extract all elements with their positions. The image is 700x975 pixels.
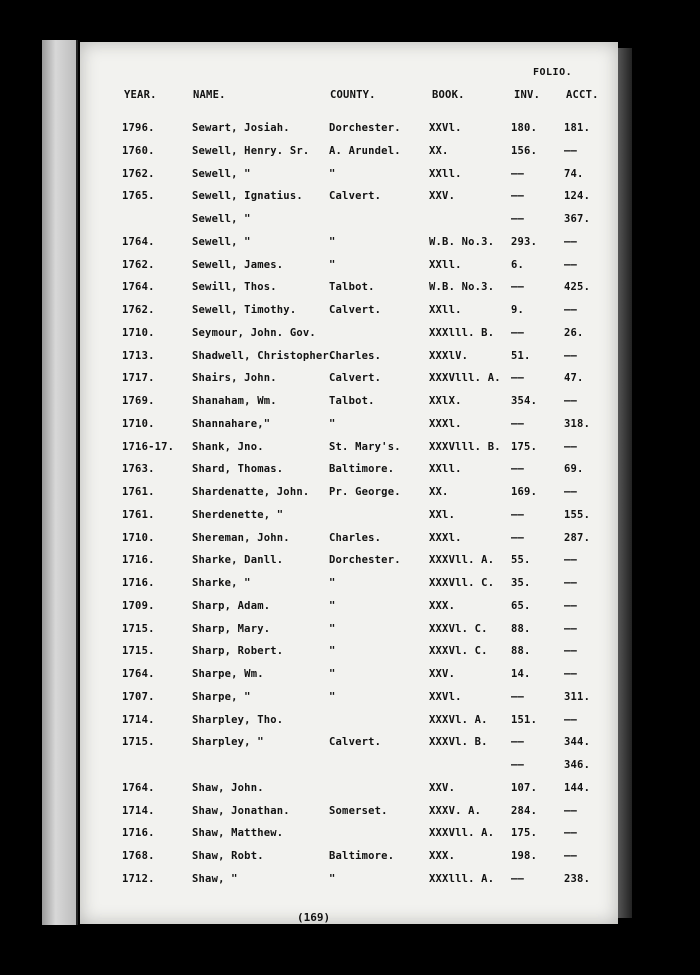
cell-county: Charles. — [329, 532, 382, 544]
cell-acct: 238. — [564, 873, 591, 885]
table-row — [0, 327, 700, 349]
cell-acct: —— — [564, 145, 578, 157]
cell-book: XXXVll. A. — [429, 554, 495, 566]
table-row — [0, 350, 700, 372]
cell-book: XXV. — [429, 782, 456, 794]
table-row — [0, 850, 700, 872]
cell-acct: 26. — [564, 327, 584, 339]
table-row — [0, 873, 700, 895]
table-row — [0, 213, 700, 235]
cell-book: XXXl. — [429, 418, 462, 430]
cell-year: 1764. — [122, 668, 155, 680]
cell-inv: —— — [511, 213, 525, 225]
cell-book: XXXVlll. A. — [429, 372, 501, 384]
table-row — [0, 714, 700, 736]
table-row — [0, 623, 700, 645]
table-row — [0, 782, 700, 804]
cell-acct: 287. — [564, 532, 591, 544]
cell-book: XXXVlll. B. — [429, 441, 501, 453]
cell-year: 1716-17. — [122, 441, 175, 453]
cell-name: Shaw, " — [192, 873, 238, 885]
cell-year: 1714. — [122, 805, 155, 817]
cell-county: " — [329, 691, 336, 703]
table-row — [0, 304, 700, 326]
cell-year: 1715. — [122, 645, 155, 657]
table-row — [0, 395, 700, 417]
cell-name: Seymour, John. Gov. — [192, 327, 316, 339]
cell-book: XXX. — [429, 850, 456, 862]
cell-year: 1714. — [122, 714, 155, 726]
cell-inv: —— — [511, 168, 525, 180]
cell-year: 1710. — [122, 327, 155, 339]
cell-name: Sewell, " — [192, 236, 251, 248]
table-row — [0, 668, 700, 690]
table-row — [0, 600, 700, 622]
cell-acct: 69. — [564, 463, 584, 475]
cell-name: Shank, Jno. — [192, 441, 264, 453]
cell-name: Shadwell, Christopher. — [192, 350, 336, 362]
cell-county: " — [329, 873, 336, 885]
cell-book: XXXl. — [429, 532, 462, 544]
cell-inv: 88. — [511, 623, 531, 635]
cell-acct: 344. — [564, 736, 591, 748]
cell-name: Sherdenette, " — [192, 509, 284, 521]
cell-inv: 88. — [511, 645, 531, 657]
cell-name: Sewell, Ignatius. — [192, 190, 303, 202]
cell-acct: 425. — [564, 281, 591, 293]
page-number: (169) — [297, 911, 331, 924]
cell-year: 1762. — [122, 259, 155, 271]
cell-name: Shardenatte, John. — [192, 486, 310, 498]
cell-book: XXll. — [429, 259, 462, 271]
cell-year: 1716. — [122, 827, 155, 839]
cell-name: Shaw, John. — [192, 782, 264, 794]
cell-book: XXV. — [429, 190, 456, 202]
cell-county: St. Mary's. — [329, 441, 401, 453]
table-row — [0, 805, 700, 827]
table-row — [0, 372, 700, 394]
cell-name: Sewell, James. — [192, 259, 284, 271]
cell-year: 1796. — [122, 122, 155, 134]
cell-year: 1765. — [122, 190, 155, 202]
cell-acct: —— — [564, 350, 578, 362]
cell-inv: —— — [511, 532, 525, 544]
cell-name: Sewart, Josiah. — [192, 122, 290, 134]
cell-county: A. Arundel. — [329, 145, 401, 157]
cell-name: Sewell, " — [192, 168, 251, 180]
cell-inv: —— — [511, 873, 525, 885]
cell-county: Calvert. — [329, 372, 382, 384]
cell-county: Charles. — [329, 350, 382, 362]
header-county: COUNTY. — [330, 89, 376, 101]
cell-name: Shard, Thomas. — [192, 463, 284, 475]
cell-year: 1709. — [122, 600, 155, 612]
cell-name: Shaw, Jonathan. — [192, 805, 290, 817]
cell-county: " — [329, 645, 336, 657]
table-row — [0, 168, 700, 190]
cell-inv: —— — [511, 759, 525, 771]
cell-inv: —— — [511, 372, 525, 384]
header-name: NAME. — [193, 89, 226, 101]
cell-inv: —— — [511, 327, 525, 339]
cell-name: Sharke, Danll. — [192, 554, 284, 566]
cell-acct: —— — [564, 486, 578, 498]
cell-county: " — [329, 668, 336, 680]
cell-acct: —— — [564, 645, 578, 657]
cell-year: 1760. — [122, 145, 155, 157]
cell-county: Calvert. — [329, 304, 382, 316]
cell-year: 1717. — [122, 372, 155, 384]
header-inv: INV. — [514, 89, 541, 101]
cell-inv: 198. — [511, 850, 538, 862]
cell-county: Somerset. — [329, 805, 388, 817]
cell-inv: —— — [511, 281, 525, 293]
cell-book: XXXVl. C. — [429, 623, 488, 635]
table-row — [0, 827, 700, 849]
cell-book: XX. — [429, 145, 449, 157]
cell-inv: 175. — [511, 827, 538, 839]
cell-acct: —— — [564, 395, 578, 407]
cell-name: Sharp, Mary. — [192, 623, 271, 635]
cell-inv: 354. — [511, 395, 538, 407]
table-row — [0, 645, 700, 667]
cell-name: Shanaham, Wm. — [192, 395, 277, 407]
cell-inv: 65. — [511, 600, 531, 612]
cell-book: XXVl. — [429, 122, 462, 134]
cell-inv: 175. — [511, 441, 538, 453]
cell-name: Shereman, John. — [192, 532, 290, 544]
cell-year: 1762. — [122, 168, 155, 180]
cell-year: 1713. — [122, 350, 155, 362]
cell-year: 1762. — [122, 304, 155, 316]
table-row — [0, 236, 700, 258]
cell-acct: —— — [564, 827, 578, 839]
cell-acct: —— — [564, 554, 578, 566]
cell-book: XXlX. — [429, 395, 462, 407]
cell-book: XXXV. A. — [429, 805, 482, 817]
cell-year: 1716. — [122, 554, 155, 566]
cell-name: Shairs, John. — [192, 372, 277, 384]
cell-inv: 151. — [511, 714, 538, 726]
cell-inv: —— — [511, 509, 525, 521]
cell-book: XXXlll. B. — [429, 327, 495, 339]
cell-county: " — [329, 418, 336, 430]
cell-county: Baltimore. — [329, 850, 395, 862]
cell-book: XXXVl. B. — [429, 736, 488, 748]
cell-acct: —— — [564, 850, 578, 862]
cell-county: Dorchester. — [329, 122, 401, 134]
cell-county: Talbot. — [329, 281, 375, 293]
header-year: YEAR. — [124, 89, 157, 101]
cell-inv: 55. — [511, 554, 531, 566]
cell-name: Sharpley, Tho. — [192, 714, 284, 726]
cell-acct: 318. — [564, 418, 591, 430]
table-row — [0, 509, 700, 531]
cell-county: " — [329, 600, 336, 612]
cell-inv: 169. — [511, 486, 538, 498]
cell-county: Baltimore. — [329, 463, 395, 475]
cell-acct: 346. — [564, 759, 591, 771]
cell-county: Pr. George. — [329, 486, 401, 498]
cell-county: Talbot. — [329, 395, 375, 407]
cell-name: Sewill, Thos. — [192, 281, 277, 293]
cell-acct: —— — [564, 577, 578, 589]
cell-book: XXll. — [429, 463, 462, 475]
table-row — [0, 145, 700, 167]
cell-inv: 51. — [511, 350, 531, 362]
cell-year: 1763. — [122, 463, 155, 475]
cell-inv: 284. — [511, 805, 538, 817]
cell-name: Sharke, " — [192, 577, 251, 589]
folio-label: FOLIO. — [533, 67, 573, 78]
cell-inv: —— — [511, 691, 525, 703]
cell-county: " — [329, 623, 336, 635]
cell-year: 1715. — [122, 623, 155, 635]
cell-book: XXX. — [429, 600, 456, 612]
cell-acct: —— — [564, 623, 578, 635]
cell-inv: 156. — [511, 145, 538, 157]
cell-inv: 35. — [511, 577, 531, 589]
cell-book: XXV. — [429, 668, 456, 680]
cell-book: W.B. No.3. — [429, 236, 495, 248]
cell-name: Sewell, Henry. Sr. — [192, 145, 310, 157]
cell-name: Shaw, Matthew. — [192, 827, 284, 839]
cell-inv: 14. — [511, 668, 531, 680]
cell-county: " — [329, 259, 336, 271]
cell-name: Sewell, " — [192, 213, 251, 225]
cell-county: " — [329, 577, 336, 589]
cell-acct: 144. — [564, 782, 591, 794]
cell-book: XXXVll. C. — [429, 577, 495, 589]
cell-book: XX. — [429, 486, 449, 498]
cell-acct: 367. — [564, 213, 591, 225]
cell-year: 1764. — [122, 281, 155, 293]
cell-year: 1712. — [122, 873, 155, 885]
cell-year: 1710. — [122, 532, 155, 544]
cell-name: Sharpe, " — [192, 691, 251, 703]
cell-acct: —— — [564, 441, 578, 453]
cell-year: 1761. — [122, 486, 155, 498]
cell-book: W.B. No.3. — [429, 281, 495, 293]
cell-name: Shannahare," — [192, 418, 271, 430]
header-book: BOOK. — [432, 89, 465, 101]
cell-acct: —— — [564, 304, 578, 316]
cell-acct: —— — [564, 714, 578, 726]
cell-year: 1707. — [122, 691, 155, 703]
cell-name: Sewell, Timothy. — [192, 304, 297, 316]
cell-acct: 311. — [564, 691, 591, 703]
table-row — [0, 691, 700, 713]
table-row — [0, 577, 700, 599]
cell-county: " — [329, 236, 336, 248]
cell-year: 1716. — [122, 577, 155, 589]
cell-book: XXXlll. A. — [429, 873, 495, 885]
header-acct: ACCT. — [566, 89, 599, 101]
cell-name: Sharp, Robert. — [192, 645, 284, 657]
cell-year: 1710. — [122, 418, 155, 430]
cell-name: Shaw, Robt. — [192, 850, 264, 862]
cell-book: XXll. — [429, 168, 462, 180]
table-row — [0, 463, 700, 485]
cell-book: XXXlV. — [429, 350, 469, 362]
cell-inv: —— — [511, 418, 525, 430]
cell-inv: —— — [511, 190, 525, 202]
cell-acct: 124. — [564, 190, 591, 202]
cell-name: Sharp, Adam. — [192, 600, 271, 612]
cell-acct: —— — [564, 236, 578, 248]
cell-acct: —— — [564, 600, 578, 612]
cell-inv: 293. — [511, 236, 538, 248]
cell-year: 1768. — [122, 850, 155, 862]
cell-book: XXXVl. C. — [429, 645, 488, 657]
cell-acct: —— — [564, 668, 578, 680]
cell-book: XXl. — [429, 509, 456, 521]
cell-year: 1761. — [122, 509, 155, 521]
cell-book: XXXVl. A. — [429, 714, 488, 726]
table-row — [0, 281, 700, 303]
cell-year: 1769. — [122, 395, 155, 407]
cell-inv: 6. — [511, 259, 525, 271]
cell-book: XXXVll. A. — [429, 827, 495, 839]
cell-county: Dorchester. — [329, 554, 401, 566]
cell-acct: 74. — [564, 168, 584, 180]
cell-inv: —— — [511, 736, 525, 748]
cell-county: " — [329, 168, 336, 180]
table-row — [0, 532, 700, 554]
table-row — [0, 190, 700, 212]
cell-name: Sharpe, Wm. — [192, 668, 264, 680]
cell-year: 1764. — [122, 236, 155, 248]
cell-county: Calvert. — [329, 190, 382, 202]
table-row — [0, 441, 700, 463]
cell-acct: —— — [564, 259, 578, 271]
cell-county: Calvert. — [329, 736, 382, 748]
cell-book: XXVl. — [429, 691, 462, 703]
cell-acct: 181. — [564, 122, 591, 134]
table-row — [0, 122, 700, 144]
table-row — [0, 554, 700, 576]
cell-book: XXll. — [429, 304, 462, 316]
cell-acct: 155. — [564, 509, 591, 521]
cell-name: Sharpley, " — [192, 736, 264, 748]
cell-acct: 47. — [564, 372, 584, 384]
cell-year: 1715. — [122, 736, 155, 748]
table-row — [0, 736, 700, 758]
cell-inv: 9. — [511, 304, 525, 316]
table-row — [0, 759, 700, 781]
cell-inv: —— — [511, 463, 525, 475]
table-row — [0, 418, 700, 440]
table-row — [0, 259, 700, 281]
table-row — [0, 486, 700, 508]
cell-acct: —— — [564, 805, 578, 817]
cell-year: 1764. — [122, 782, 155, 794]
cell-inv: 107. — [511, 782, 538, 794]
cell-inv: 180. — [511, 122, 538, 134]
